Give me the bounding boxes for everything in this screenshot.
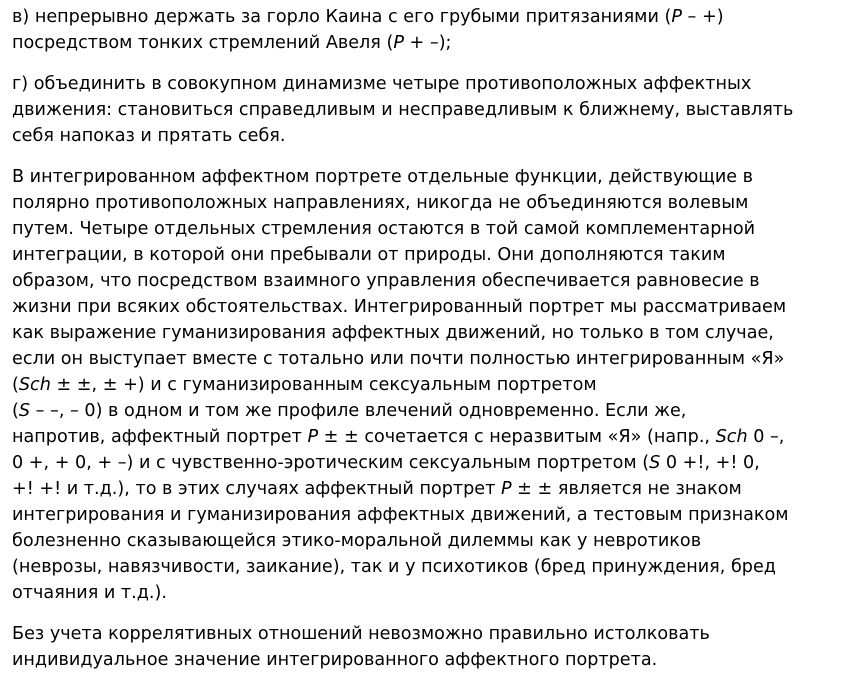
text-segment: интегрирования и гуманизирования аффектных движений, а тестовым признаком	[12, 505, 789, 525]
text-segment: 0 –,	[747, 427, 785, 447]
text-segment: болезненно сказывающейся этико-моральной дилеммы как у невротиков	[12, 531, 702, 551]
text-line	[12, 502, 848, 528]
text-line	[12, 528, 848, 554]
text-line	[12, 268, 848, 294]
text-line	[12, 294, 848, 320]
text-segment: интеграции, в которой они пребывали от природы. Они дополняются таким	[12, 245, 726, 265]
text-line	[12, 4, 848, 30]
text-segment: г) объединить в совокупном динамизме четыре противоположных аффектных	[12, 74, 752, 94]
text-line	[12, 580, 848, 606]
text-line	[12, 424, 848, 450]
italic-symbol: S	[649, 453, 661, 473]
text-line	[12, 450, 848, 476]
text-line	[12, 190, 848, 216]
text-segment: движения: становиться справедливым и несправедливым к ближнему, выставлять	[12, 100, 794, 120]
text-line	[12, 30, 848, 56]
text-segment: индивидуальное значение интегрированного аффектного портрета.	[12, 650, 658, 670]
italic-symbol: Sch	[18, 375, 51, 395]
text-segment: 0 +, + 0, + –) и с чувственно-эротическим сексуальным портретом (	[12, 453, 650, 473]
text-line	[12, 372, 848, 398]
text-line	[12, 647, 848, 673]
text-segment: (неврозы, навязчивости, заикание), так и у психотиков (бред принуждения, бред	[12, 557, 776, 577]
text-segment: (	[12, 375, 19, 395]
text-segment: 0 +!, +! 0,	[660, 453, 760, 473]
text-segment: +! +! и т.д.), то в этих случаях аффектный портрет	[12, 479, 501, 499]
paragraph-conclusion	[12, 621, 848, 673]
text-line	[12, 216, 848, 242]
text-line	[12, 346, 848, 372]
text-line	[12, 123, 848, 149]
text-segment: себя напоказ и прятать себя.	[12, 126, 286, 146]
text-segment: – –, – 0) в одном и том же профиле влечений одновременно. Если же,	[30, 401, 687, 421]
text-segment: путем. Четыре отдельных стремления остаются в той самой комплементарной	[12, 219, 756, 239]
text-line	[12, 554, 848, 580]
text-segment: образом, что посредством взаимного управления обеспечивается равновесие в	[12, 271, 760, 291]
italic-symbol: P	[307, 427, 319, 447]
text-segment: Без учета коррелятивных отношений невозможно правильно истолковать	[12, 624, 710, 644]
text-segment: посредством тонких стремлений Авеля (	[12, 33, 394, 53]
text-segment: жизни при всяких обстоятельствах. Интегрированный портрет мы рассматриваем	[12, 297, 787, 317]
text-segment: – +)	[681, 7, 724, 27]
italic-symbol: P	[393, 33, 404, 53]
italic-symbol: P	[500, 479, 512, 499]
paragraph-item-g	[12, 71, 848, 149]
text-line	[12, 320, 848, 346]
text-segment: В интегрированном аффектном портрете отдельные функции, действующие в	[12, 167, 754, 187]
text-line	[12, 476, 848, 502]
text-segment: (	[12, 401, 19, 421]
text-line	[12, 398, 848, 424]
text-line	[12, 621, 848, 647]
text-segment: полярно противоположных направлениях, никогда не объединяются волевым	[12, 193, 749, 213]
paragraph-integrated-portrait	[12, 164, 848, 606]
text-segment: как выражение гуманизирования аффектных движений, но только в том случае,	[12, 323, 774, 343]
italic-symbol: S	[18, 401, 31, 421]
text-line	[12, 164, 848, 190]
text-segment: ± ± является не знаком	[511, 479, 742, 499]
text-segment: если он выступает вместе с тотально или почти полностью интегрированным «Я»	[12, 349, 785, 369]
paragraph-item-v	[12, 4, 848, 56]
text-line	[12, 242, 848, 268]
text-segment: ± ±, ± +) и с гуманизированным сексуальным портретом	[50, 375, 597, 395]
text-segment: ± ± сочетается с неразвитым «Я» (напр.,	[318, 427, 716, 447]
italic-symbol: P	[671, 7, 682, 27]
document-body	[12, 4, 848, 688]
text-line	[12, 71, 848, 97]
italic-symbol: Sch	[715, 427, 748, 447]
text-segment: напротив, аффектный портрет	[12, 427, 308, 447]
text-segment: + –);	[403, 33, 452, 53]
text-line	[12, 97, 848, 123]
text-segment: отчаяния и т.д.).	[12, 583, 167, 603]
text-segment: в) непрерывно держать за горло Каина с его грубыми притязаниями (	[12, 7, 672, 27]
